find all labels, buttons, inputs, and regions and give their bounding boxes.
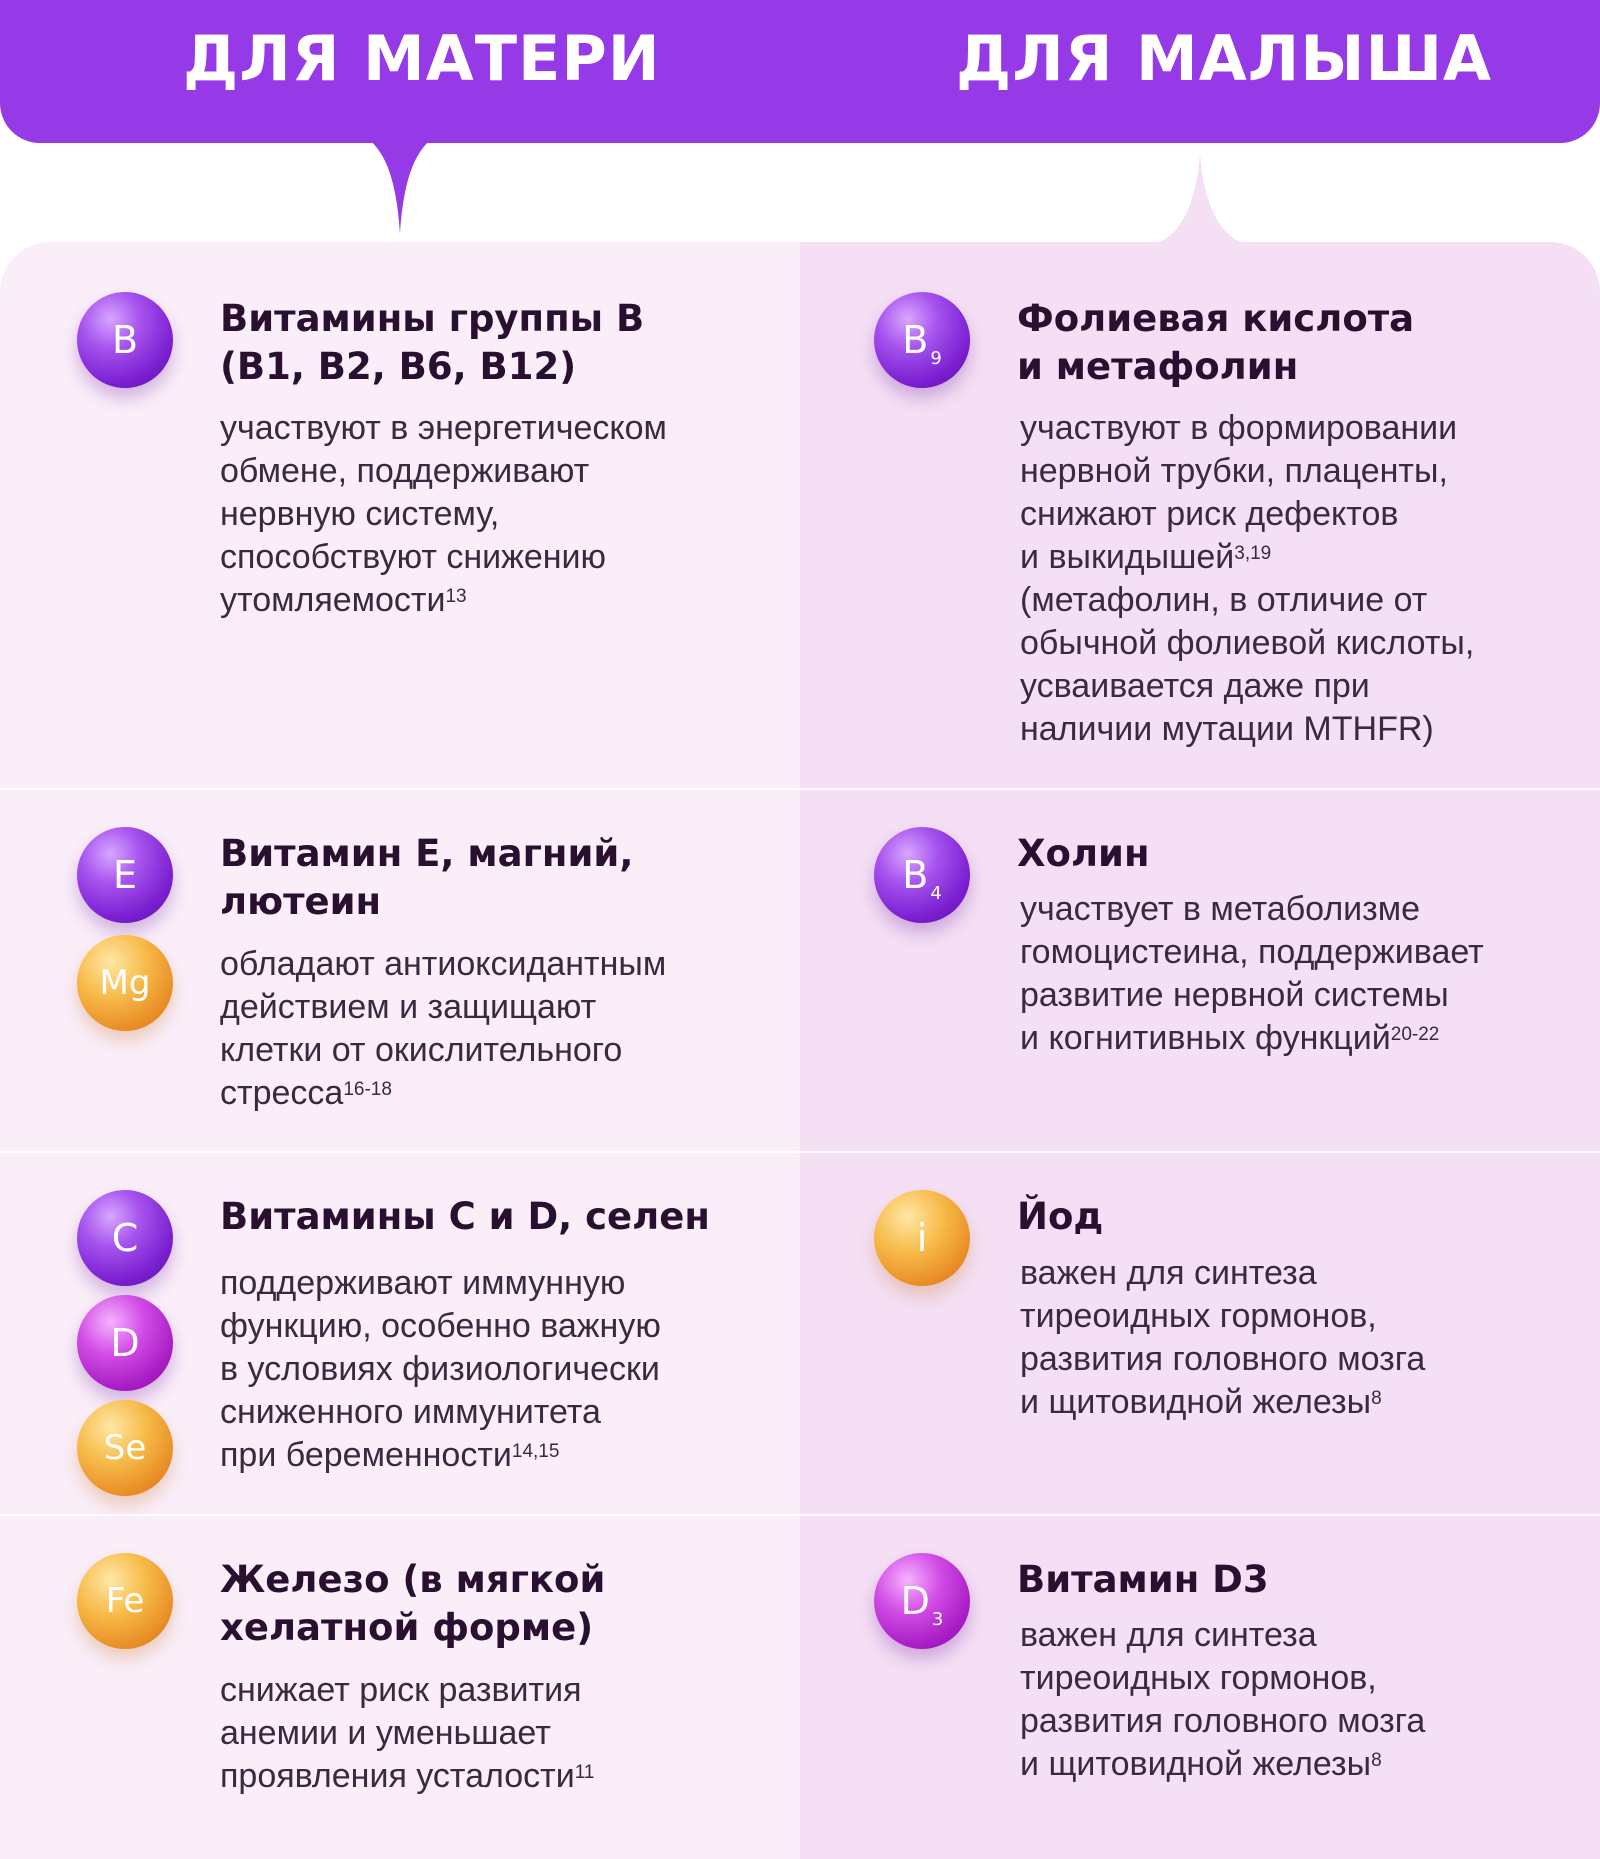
item-title: Витамин D3: [1017, 1558, 1269, 1601]
item-description: важен для синтеза тиреоидных гормонов, развития головного мозга и щитовидной железы$^8$: [1020, 1254, 1426, 1421]
item-description: участвуют в энергетическом обмене, поддерживают нервную систему, способствуют снижению утомляемости$^{13}$: [220, 409, 667, 619]
header-banner: [0, 0, 1600, 143]
vitamin-c-badge: C: [77, 1190, 173, 1286]
item-description: снижает риск развития анемии и уменьшает проявления усталости$^{11}$: [220, 1671, 595, 1795]
vitamin-e-badge: E: [77, 827, 173, 923]
vitamin-b-badge: B: [77, 292, 173, 388]
item-title: Витамин Е, магний, лютеин: [220, 832, 634, 923]
baby-heading: ДЛЯ МАЛЫША: [956, 22, 1493, 95]
item-title: Холин: [1017, 832, 1150, 875]
selenium-badge: Se: [77, 1400, 173, 1496]
item-title: Фолиевая кислота и метафолин: [1017, 297, 1415, 388]
item-title: Витамины группы B (B1, B2, B6, B12): [220, 297, 645, 388]
item-title: Витамины С и D, селен: [220, 1195, 710, 1238]
item-title: Железо (в мягкой хелатной форме): [220, 1558, 606, 1649]
vitamin-b9-badge: B 9: [874, 292, 970, 388]
item-title: Йод: [1017, 1195, 1104, 1238]
vitamin-d-badge: D: [77, 1295, 173, 1391]
vitamin-b4-badge: B 4: [874, 827, 970, 923]
row-divider: [0, 1151, 1600, 1153]
item-description: участвует в метаболизме гомоцистеина, поддерживает развитие нервной системы и когнитивных функций$^{20-22}$: [1020, 890, 1484, 1057]
item-description: обладают антиоксидантным действием и защищают клетки от окислительного стресса$^{16-18}$: [220, 945, 667, 1112]
item-description: поддерживают иммунную функцию, особенно важную в условиях физиологически сниженного иммунитета при беременности$^{14,15}$: [220, 1264, 661, 1474]
iodine-badge: i: [874, 1190, 970, 1286]
iron-badge: Fe: [77, 1553, 173, 1649]
mother-heading: ДЛЯ МАТЕРИ: [183, 22, 661, 95]
magnesium-badge: Mg: [77, 935, 173, 1031]
row-divider: [0, 1514, 1600, 1516]
mother-pointer: [340, 130, 460, 234]
baby-pointer: [1140, 154, 1260, 246]
item-description: важен для синтеза тиреоидных гормонов, развития головного мозга и щитовидной железы$^8$: [1020, 1616, 1426, 1783]
row-divider: [0, 788, 1600, 790]
item-description: участвуют в формировании нервной трубки, плаценты, снижают риск дефектов и выкидышей$^{3,19}$ (метафолин, в отличие от обычной фолиевой кислоты, усваивается даже при наличии мутации MTHFR): [1020, 409, 1475, 748]
vitamin-d3-badge: D 3: [874, 1553, 970, 1649]
